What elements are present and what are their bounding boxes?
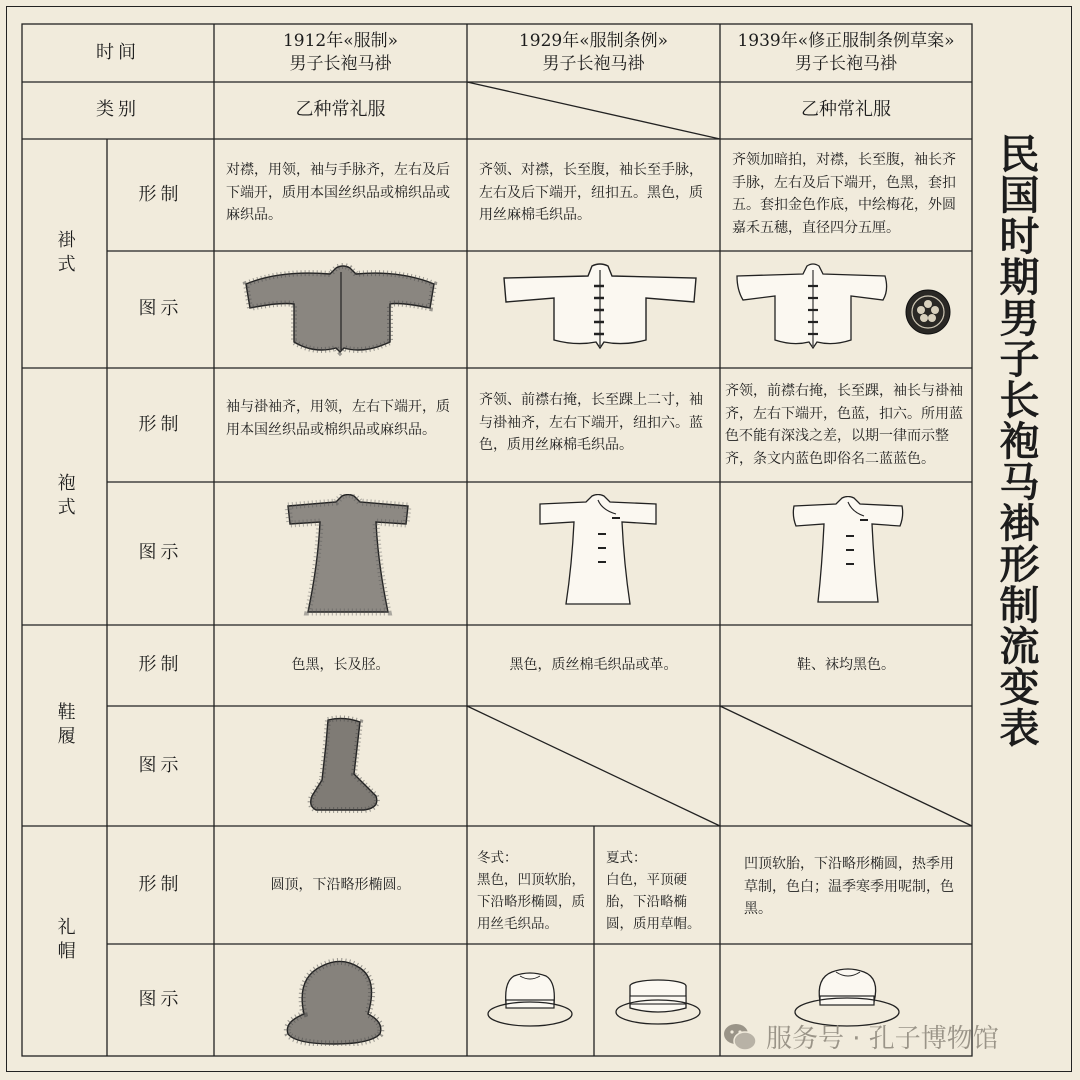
hat-form-1939: 凹顶软胎，下沿略形椭圆，热季用草制，色白；温季寒季用呢制，色黑。: [744, 856, 954, 918]
col-1929-year: 1929年«服制条例»: [518, 31, 669, 52]
col-header-1939: [720, 24, 972, 82]
sub-label-illus: 图示: [138, 754, 183, 776]
section-label-hat: 礼帽: [54, 917, 76, 965]
hat-form-summer: 夏式： 白色，平顶硬胎，下沿略椭圆，质用草帽。: [606, 850, 701, 932]
section-label-gua: 褂式: [54, 229, 76, 278]
category-1939: 乙种常礼服: [801, 99, 891, 121]
col-header-1929: [467, 24, 720, 82]
robe-1939-illustration: [790, 496, 906, 608]
section-label-shoes: 鞋履: [54, 701, 76, 750]
category-1912: 乙种常礼服: [295, 99, 386, 121]
gua-form-1939: 齐领加暗拍，对襟，长至腹，袖长齐手脉，左右及后下端开，色黑，套扣五。套扣金色作底，中绘梅花，外圆嘉禾五穗，直径四分五厘。: [732, 152, 956, 237]
boot-1912-illustration: [304, 714, 384, 816]
col-1912-sub: 男子长袍马褂: [289, 54, 392, 74]
section-label-pao: 袍式: [54, 472, 76, 521]
sub-label-illus: 图示: [138, 542, 183, 564]
watermark-text: 服务号 · 孔子博物馆: [766, 1024, 999, 1054]
pao-form-1929: 齐领、前襟右掩，长至踝上二寸，袖与褂袖齐，左右下端开，纽扣六。蓝色，质用丝麻棉毛织品。: [479, 392, 703, 454]
col-1929-sub: 男子长袍马褂: [542, 54, 645, 74]
robe-1912-illustration: [284, 494, 412, 618]
gua-form-1912: 对襟，用领，袖与手脉齐，左右及后下端开，质用本国丝织品或棉织品或麻织品。: [226, 162, 450, 224]
sub-label-form: 形制: [138, 873, 183, 895]
col-1912-year: 1912年«服制»: [282, 31, 399, 52]
shoes-form-1939: 鞋、袜均黑色。: [797, 657, 895, 674]
time-header: 时间: [96, 41, 140, 63]
wechat-icon: [722, 1019, 758, 1055]
sub-label-form: 形制: [138, 413, 183, 435]
category-header: 类别: [96, 99, 140, 121]
sub-label-illus: 图示: [138, 298, 183, 320]
hat-summer-illustration: [612, 972, 704, 1032]
robe-1929-illustration: [536, 494, 660, 610]
hat-form-1912: 圆顶，下沿略形椭圆。: [270, 876, 411, 893]
jacket-1939-illustration: [733, 262, 893, 354]
pao-form-1939: 齐领，前襟右掩，长至踝，袖长与褂袖齐，左右下端开，色蓝，扣六。所用蓝色不能有深浅之差，以期一律而示整齐，条文内蓝色即俗名二蓝蓝色。: [725, 383, 963, 468]
shoes-form-1929: 黑色，质丝棉毛织品或革。: [509, 657, 678, 674]
sub-label-form: 形制: [138, 654, 183, 676]
button-emblem-illustration: [904, 288, 952, 336]
pao-form-1912: 袖与褂袖齐，用领，左右下端开，质用本国丝织品或棉织品或麻织品。: [226, 399, 450, 438]
watermark: [722, 1018, 999, 1055]
page-title: 民国时期男子长袍马褂形制流变表: [993, 132, 1039, 748]
gua-form-1929: 齐领、对襟，长至腹，袖长至手脉，左右及后下端开，纽扣五。黑色，质用丝麻棉毛织品。: [479, 162, 703, 224]
sub-label-form: 形制: [138, 183, 183, 205]
jacket-1912-illustration: [240, 262, 440, 358]
col-1939-sub: 男子长袍马褂: [795, 54, 897, 74]
shoes-form-1912: 色黑，长及胫。: [291, 657, 390, 674]
hat-1912-illustration: [282, 954, 386, 1046]
jacket-1929-illustration: [500, 262, 700, 354]
col-1939-year: 1939年«修正服制条例草案»: [737, 31, 955, 52]
sub-label-illus: 图示: [138, 988, 183, 1010]
hat-winter-illustration: [484, 968, 576, 1032]
hat-form-winter: 冬式： 黑色，凹顶软胎，下沿略形椭圆，质用丝毛织品。: [477, 850, 585, 932]
col-header-1912: [214, 24, 467, 82]
